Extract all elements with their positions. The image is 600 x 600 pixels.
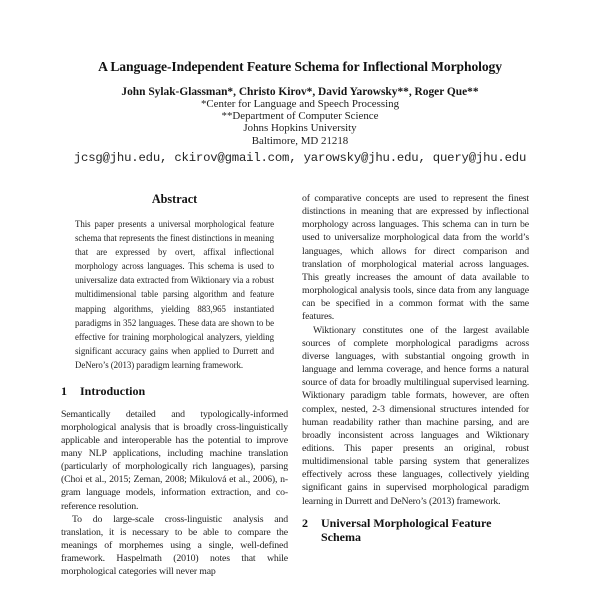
section-1-number: 1: [61, 384, 67, 399]
affiliation-line-1: *Center for Language and Speech Processing: [200, 98, 400, 110]
emails-line: jcsg@jhu.edu, ckirov@gmail.com, yarowsky@jhu.edu, query@jhu.edu: [73, 150, 527, 165]
section-1-title: Introduction: [80, 384, 146, 399]
authors-line: John Sylak-Glassman*, Christo Kirov*, David Yarowsky**, Roger Que**: [121, 86, 479, 98]
right-paragraph-1: of comparative concepts are used to represent the finest distinctions in meaning that are expressed by inflectional morphology across languages. This schema can in turn be used to universalize morphological data from the world’s languages, which allows for direct comparison and translation of morphological material across languages. This greatly increases the amount of data available to morphological analysis tools, since data from any language can be specified in a common format with the same features.: [302, 193, 529, 323]
right-column: [302, 192, 529, 554]
abstract-heading: Abstract: [151, 192, 198, 206]
affiliation-line-3: Johns Hopkins University: [243, 122, 357, 135]
paper-title: A Language-Independent Feature Schema for Inflectional Morphology: [98, 59, 502, 74]
affiliation-line-4: Baltimore, MD 21218: [251, 134, 349, 147]
section-2-number: 2: [302, 515, 308, 530]
paper-header: [0, 59, 600, 165]
right-paragraph-2: Wiktionary constitutes one of the largest available sources of complete morphological paradigms across diverse languages, with substantial ongoing growth in language and lemma coverage, and hence forms a natural source of data for broadly multilingual supervised learning. Wiktionary paradigm table formats, however, are often complex, nested, 2-3 dimensional structures intended for human readability rather than machine parsing, and are broadly inconsistent across languages and Wiktionary editions. This paper presents an original, robust multidimensional table parsing system that generalizes effectively across these languages, collectively yielding significant gains in supervised morphological paradigm learning in Durrett and DeNero’s (2013) framework.: [302, 324, 529, 507]
abstract-text: This paper presents a universal morphological feature schema that represents the finest distinctions in meaning that are expressed by overt, affixal inflectional morphology across languages. This schema is used to universalize data extracted from Wiktionary via a robust multidimensional table parsing algorithm and feature mapping algorithms, yielding 883,965 instantiated paradigms in 352 languages. These data are shown to be effective for training morphological analyzers, yielding significant accuracy gains when applied to Durrett and DeNero’s (2013) paradigm learning framework.: [75, 219, 274, 370]
section-2-heading: [302, 516, 529, 545]
section-2-title: Universal Morphological Feature Schema: [321, 515, 492, 545]
section-1-heading: [61, 384, 288, 399]
intro-paragraph-1: Semantically detailed and typologically-informed morphological analysis that is broadly cross-linguistically applicable and interoperable has the potential to improve many NLP applications, including machine translation (particularly of morphologically rich languages), parsing (Choi et al., 2015; Zeman, 2008; Mikulová et al., 2006), n-gram language models, information extraction, and co-reference resolution.: [61, 408, 288, 512]
intro-paragraph-2: To do large-scale cross-linguistic analysis and translation, it is necessary to be able to compare the meanings of morphemes using a single, well-defined framework. Haspelmath (2010) notes that while morphological categories will never map: [61, 513, 288, 578]
affiliation-line-2: **Department of Computer Science: [221, 110, 379, 123]
left-column: [61, 192, 288, 579]
